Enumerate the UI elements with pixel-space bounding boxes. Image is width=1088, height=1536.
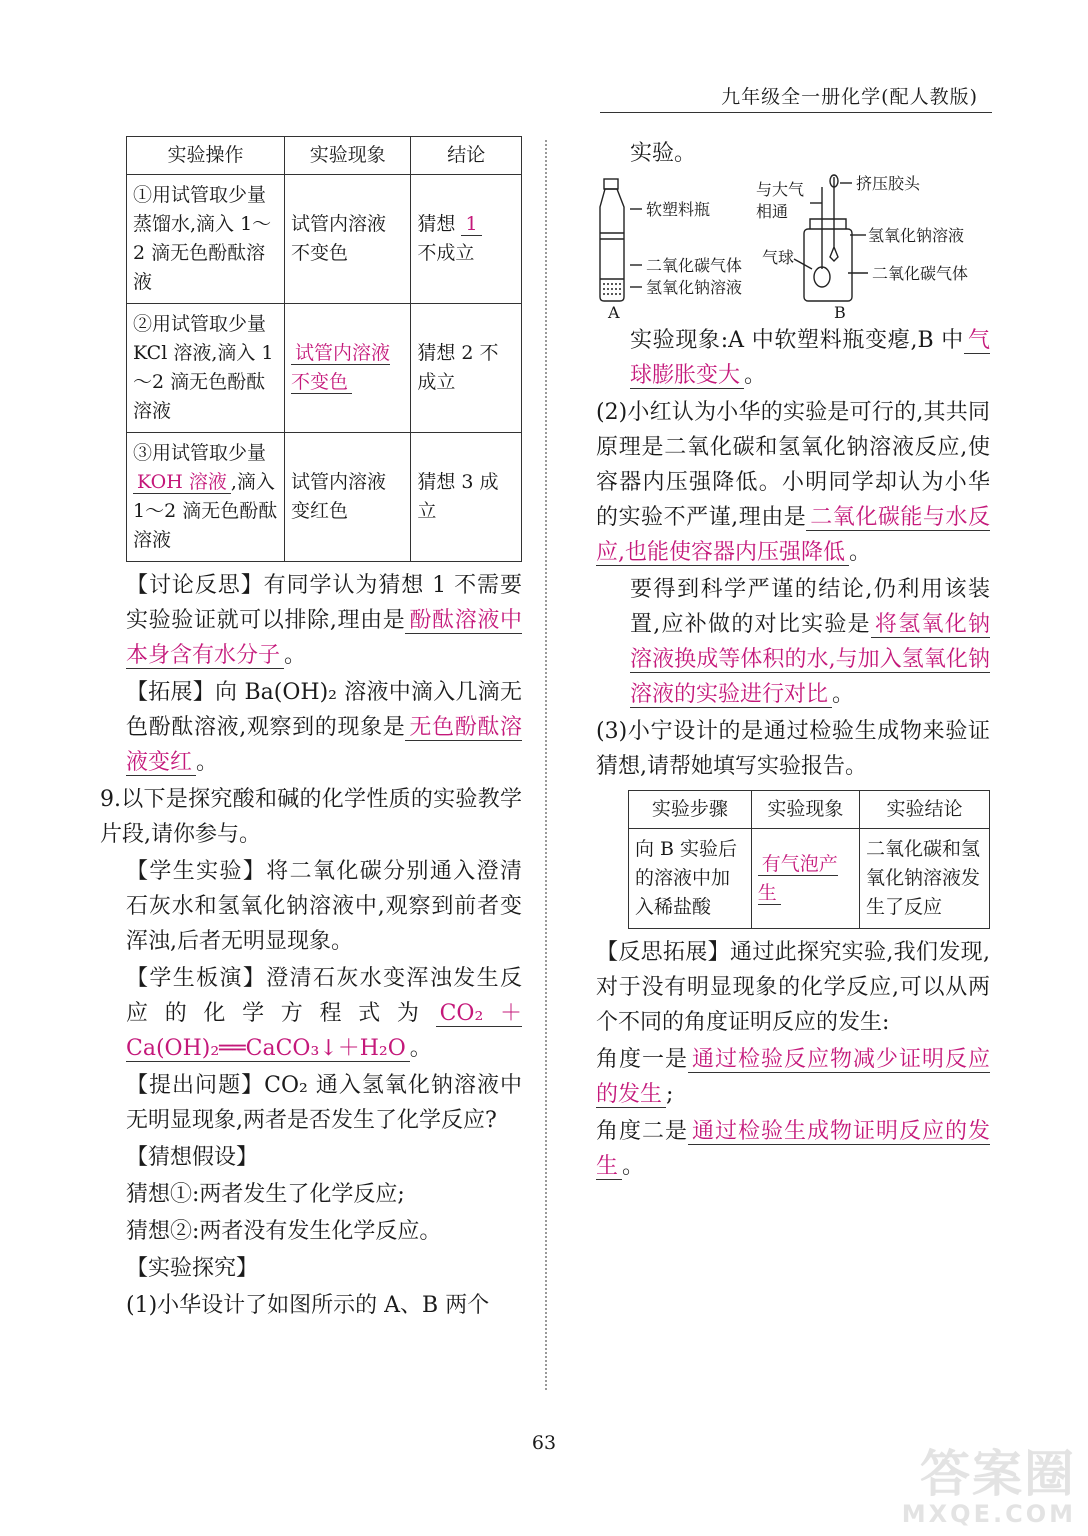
paragraph-text: 将二氧化碳分别通入澄清石灰水和氢氧化钠溶液中,观察到前者变浑浊,后者无明显现象。	[126, 859, 522, 954]
paragraph-text: CO₂ 通入氢氧化钠溶液中无明显现象,两者是否发生了化学反应?	[126, 1073, 522, 1133]
figure-label: 挤压胶头	[856, 174, 921, 193]
paragraph-text: 向 Ba(OH)₂ 溶液中滴入几滴无色酚酞溶液,观察到的现象是	[126, 680, 522, 740]
paragraph-text: 有同学认为猜想 1 不需要实验验证就可以排除,理由是	[126, 573, 522, 633]
part-2b-paragraph: 要得到科学严谨的结论,仍利用该装置,应补做的对比实验是 将氢氧化钠溶液换成等体积的水,与加入氢氧化钠溶液的实验进行对比 。	[630, 577, 990, 707]
cell-text: ,滴入 1～2 滴无色酚酞溶液	[133, 471, 278, 551]
right-column	[596, 136, 990, 1186]
hypothesis-2: 猜想②:两者没有发生化学反应。	[126, 1219, 442, 1244]
running-header: 九年级全一册化学(配人教版)	[721, 86, 978, 108]
figure-label: 二氧化碳气体	[872, 264, 969, 283]
table-cell: 猜想 2 不成立	[411, 304, 522, 433]
table-header: 结论	[411, 137, 522, 175]
header-rule	[600, 112, 992, 113]
part-2-paragraph: (2)小红认为小华的实验是可行的,其共同原理是二氧化碳和氢氧化钠溶液反应,使容器内压强降低。小明同学却认为小华的实验不严谨,理由是 二氧化碳能与水反应,也能使容器内压强降低 。	[596, 400, 990, 565]
angle-1: 角度一是 通过检验反应物减少证明反应的发生 ;	[596, 1047, 990, 1107]
paragraph-text: 角度二是	[596, 1119, 688, 1144]
apparatus-figure	[596, 173, 990, 323]
figure-label: 二氧化碳气体	[646, 256, 743, 275]
equation-answer: CO₂＋Ca(OH)₂══CaCO₃↓＋H₂O	[126, 1001, 522, 1061]
watermark	[901, 1445, 1076, 1528]
table-cell: ②用试管取少量 KCl 溶液,滴入 1～2 滴无色酚酞溶液	[127, 304, 285, 433]
paragraph-text: (2)小红认为小华的实验是可行的,其共同原理是二氧化碳和氢氧化钠溶液反应,使容器内压强降低。小明同学却认为小华的实验不严谨,理由是	[596, 400, 990, 530]
cell-text: ③用试管取少量	[133, 442, 267, 464]
exploration-label: 【实验探究】	[126, 1256, 259, 1281]
reflection-paragraph	[596, 935, 990, 1040]
table-header: 实验结论	[860, 791, 990, 829]
student-board: 【学生板演】澄清石灰水变浑浊发生反应的化学方程式为 CO₂＋Ca(OH)₂══CaCO₃↓＋H₂O 。	[126, 966, 522, 1061]
table-header: 实验操作	[127, 137, 285, 175]
table-header: 实验现象	[751, 791, 859, 829]
figure-label: 与大气相通	[756, 180, 805, 221]
angle-2: 角度二是 通过检验生成物证明反应的发生 。	[596, 1119, 990, 1179]
part-3-paragraph: (3)小宁设计的是通过检验生成物来验证猜想,请帮她填写实验报告。	[596, 719, 990, 779]
paragraph-text: 通过此探究实验,我们发现,对于没有明显现象的化学反应,可以从两个不同的角度证明反应的发生:	[596, 940, 990, 1035]
table-cell: 试管内溶液变红色	[285, 433, 411, 562]
answer-text: 1	[461, 213, 481, 236]
answer-text: 无色酚酞溶液变红	[126, 715, 522, 775]
column-divider	[545, 140, 547, 1390]
left-column	[100, 136, 522, 1325]
watermark-url: MXQE.COM	[901, 1500, 1076, 1528]
answer-text: 将氢氧化钠溶液换成等体积的水,与加入氢氧化钠溶液的实验进行对比	[630, 612, 990, 707]
discussion-paragraph: 【讨论反思】有同学认为猜想 1 不需要实验验证就可以排除,理由是 酚酞溶液中本身含有水分子 。	[126, 573, 522, 668]
hypothesis-1: 猜想①:两者发生了化学反应;	[126, 1182, 405, 1207]
cell-text: 不成立	[417, 242, 475, 264]
answer-text: 二氧化碳能与水反应,也能使容器内压强降低	[596, 505, 990, 565]
table-cell	[285, 304, 411, 433]
answer-text: 气球膨胀变大	[630, 328, 990, 388]
student-experiment	[126, 854, 522, 959]
table-cell: 二氧化碳和氢氧化钠溶液发生了反应	[860, 829, 990, 929]
section-label: 【学生实验】	[126, 859, 267, 884]
table-cell: ①用试管取少量蒸馏水,滴入 1～2 滴无色酚酞溶液	[127, 175, 285, 304]
section-label: 【讨论反思】	[126, 573, 264, 598]
exploration-text: (1)小华设计了如图所示的 A、B 两个	[126, 1293, 490, 1318]
answer-text: 酚酞溶液中本身含有水分子	[126, 608, 522, 668]
cell-text: 猜想	[417, 213, 456, 235]
figure-label: 气球	[762, 248, 795, 267]
answer-text: KOH 溶液	[133, 471, 231, 494]
answer-text: 通过检验生成物证明反应的发生	[596, 1119, 990, 1179]
experiment-table-1	[126, 136, 522, 562]
figure-label: 氢氧化钠溶液	[868, 226, 965, 245]
figure-label: A	[608, 303, 620, 322]
hypothesis-label: 【猜想假设】	[126, 1145, 259, 1170]
section-label: 【拓展】	[126, 680, 216, 705]
paragraph-text: 澄清石灰水变浑浊发生反应的化学方程式为	[126, 966, 522, 1026]
table-header-row	[127, 137, 522, 175]
paragraph-text: 角度一是	[596, 1047, 688, 1072]
table-header-row	[629, 791, 990, 829]
soft-plastic-bottle	[600, 179, 642, 301]
section-label: 【提出问题】	[126, 1073, 265, 1098]
question-number: 9.	[100, 787, 121, 812]
table-cell: 猜想 3 成立	[411, 433, 522, 562]
answer-text: 有气泡产生	[757, 852, 838, 904]
table-row	[629, 829, 990, 929]
problem-statement	[126, 1068, 522, 1138]
figure-label: B	[834, 303, 846, 322]
table-row	[127, 175, 522, 304]
table-cell	[127, 433, 285, 562]
figure-label: 氢氧化钠溶液	[646, 278, 743, 297]
question-text: 以下是探究酸和碱的化学性质的实验教学片段,请你参与。	[100, 787, 522, 847]
table-cell	[411, 175, 522, 304]
table-cell: 试管内溶液不变色	[285, 175, 411, 304]
table-header: 实验现象	[285, 137, 411, 175]
phenomenon-paragraph: 实验现象:A 中软塑料瓶变瘪,B 中 气球膨胀变大 。	[630, 328, 990, 388]
page-number: 63	[531, 1432, 557, 1454]
extension-paragraph: 【拓展】向 Ba(OH)₂ 溶液中滴入几滴无色酚酞溶液,观察到的现象是 无色酚酞溶液变红 。	[126, 680, 522, 775]
section-label: 【反思拓展】	[596, 940, 730, 965]
paragraph-text: 要得到科学严谨的结论,仍利用该装置,应补做的对比实验是	[630, 577, 990, 637]
answer-text: 通过检验反应物减少证明反应的发生	[596, 1047, 990, 1107]
table-row	[127, 304, 522, 433]
table-cell: 向 B 实验后的溶液中加入稀盐酸	[629, 829, 752, 929]
section-label: 【学生板演】	[126, 966, 267, 991]
watermark-text: 答案圈	[920, 1445, 1076, 1503]
solution-pattern	[603, 283, 621, 295]
experiment-table-2	[628, 790, 990, 929]
table-row	[127, 433, 522, 562]
question-9	[100, 782, 522, 852]
continued-text: 实验。	[630, 141, 697, 166]
paragraph-text: 实验现象:A 中软塑料瓶变瘪,B 中	[630, 328, 964, 353]
answer-text: 试管内溶液不变色	[291, 342, 391, 393]
figure-label: 软塑料瓶	[646, 200, 711, 219]
table-cell	[751, 829, 859, 929]
table-header: 实验步骤	[629, 791, 752, 829]
